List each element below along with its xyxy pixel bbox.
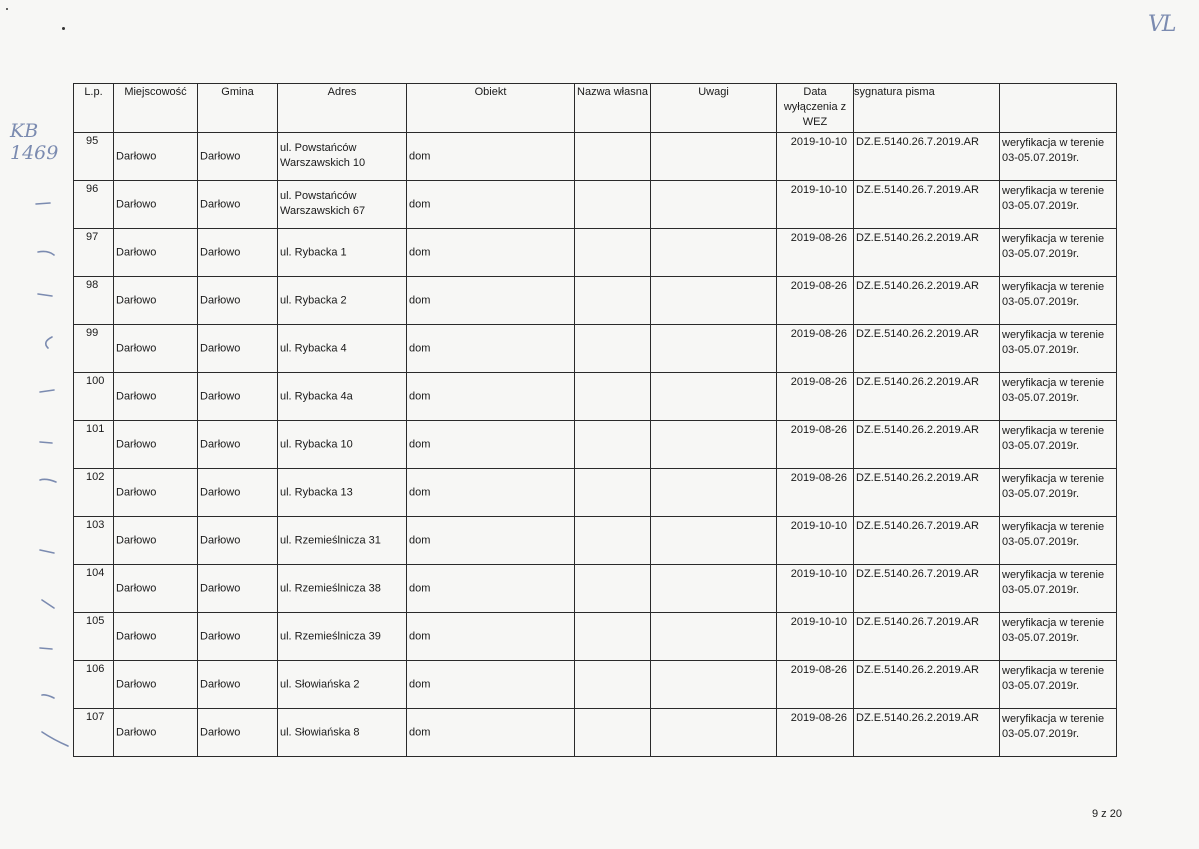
table-row — [74, 325, 1117, 373]
cell-gmina: Darłowo — [198, 133, 278, 181]
cell-nazwa — [575, 613, 651, 661]
cell-gmina: Darłowo — [198, 181, 278, 229]
cell-data: 2019-10-10 — [777, 565, 854, 613]
cell-sygnatura: DZ.E.5140.26.2.2019.AR — [854, 229, 1000, 277]
cell-extra: weryfikacja w terenie 03-05.07.2019r. — [1000, 661, 1117, 709]
cell-sygnatura: DZ.E.5140.26.2.2019.AR — [854, 421, 1000, 469]
cell-extra: weryfikacja w terenie 03-05.07.2019r. — [1000, 709, 1117, 757]
cell-extra: weryfikacja w terenie 03-05.07.2019r. — [1000, 469, 1117, 517]
cell-extra: weryfikacja w terenie 03-05.07.2019r. — [1000, 421, 1117, 469]
cell-sygnatura: DZ.E.5140.26.2.2019.AR — [854, 709, 1000, 757]
cell-nazwa — [575, 325, 651, 373]
header-nazwa-wlasna: Nazwa własna — [575, 84, 651, 133]
cell-uwagi — [651, 181, 777, 229]
cell-gmina: Darłowo — [198, 613, 278, 661]
cell-obiekt: dom — [407, 325, 575, 373]
header-data-wylaczenia: Data wyłączenia z WEZ — [777, 84, 854, 133]
cell-sygnatura: DZ.E.5140.26.7.2019.AR — [854, 613, 1000, 661]
cell-sygnatura: DZ.E.5140.26.7.2019.AR — [854, 565, 1000, 613]
cell-obiekt: dom — [407, 373, 575, 421]
cell-data: 2019-10-10 — [777, 517, 854, 565]
cell-extra: weryfikacja w terenie 03-05.07.2019r. — [1000, 613, 1117, 661]
cell-uwagi — [651, 661, 777, 709]
cell-data: 2019-10-10 — [777, 613, 854, 661]
table-row — [74, 373, 1117, 421]
cell-lp: 100 — [74, 373, 114, 421]
cell-lp: 104 — [74, 565, 114, 613]
cell-lp: 102 — [74, 469, 114, 517]
cell-lp: 95 — [74, 133, 114, 181]
handwritten-initials: VL — [1148, 12, 1175, 37]
table-row — [74, 709, 1117, 757]
cell-obiekt: dom — [407, 517, 575, 565]
cell-extra: weryfikacja w terenie 03-05.07.2019r. — [1000, 565, 1117, 613]
table-row — [74, 517, 1117, 565]
cell-uwagi — [651, 421, 777, 469]
header-adres: Adres — [278, 84, 407, 133]
cell-adres: ul. Słowiańska 8 — [278, 709, 407, 757]
cell-uwagi — [651, 277, 777, 325]
page-number: 9 z 20 — [1092, 808, 1122, 820]
cell-extra: weryfikacja w terenie 03-05.07.2019r. — [1000, 133, 1117, 181]
cell-sygnatura: DZ.E.5140.26.2.2019.AR — [854, 373, 1000, 421]
cell-miejscowosc: Darłowo — [114, 709, 198, 757]
cell-uwagi — [651, 229, 777, 277]
cell-miejscowosc: Darłowo — [114, 469, 198, 517]
table-row — [74, 181, 1117, 229]
cell-uwagi — [651, 613, 777, 661]
cell-lp: 103 — [74, 517, 114, 565]
cell-uwagi — [651, 373, 777, 421]
cell-data: 2019-08-26 — [777, 661, 854, 709]
cell-miejscowosc: Darłowo — [114, 613, 198, 661]
cell-obiekt: dom — [407, 709, 575, 757]
cell-nazwa — [575, 421, 651, 469]
cell-obiekt: dom — [407, 565, 575, 613]
table-row — [74, 469, 1117, 517]
cell-adres: ul. Rybacka 13 — [278, 469, 407, 517]
cell-obiekt: dom — [407, 133, 575, 181]
cell-lp: 96 — [74, 181, 114, 229]
cell-nazwa — [575, 517, 651, 565]
cell-miejscowosc: Darłowo — [114, 517, 198, 565]
cell-miejscowosc: Darłowo — [114, 373, 198, 421]
cell-data: 2019-08-26 — [777, 325, 854, 373]
header-obiekt: Obiekt — [407, 84, 575, 133]
scan-speck — [62, 27, 65, 30]
cell-data: 2019-08-26 — [777, 229, 854, 277]
table-row — [74, 565, 1117, 613]
cell-data: 2019-10-10 — [777, 133, 854, 181]
cell-nazwa — [575, 277, 651, 325]
cell-nazwa — [575, 133, 651, 181]
cell-gmina: Darłowo — [198, 325, 278, 373]
scan-speck — [6, 8, 8, 10]
cell-sygnatura: DZ.E.5140.26.7.2019.AR — [854, 133, 1000, 181]
table-row — [74, 421, 1117, 469]
cell-miejscowosc: Darłowo — [114, 229, 198, 277]
table-row — [74, 133, 1117, 181]
cell-adres: ul. Rzemieślnicza 31 — [278, 517, 407, 565]
cell-sygnatura: DZ.E.5140.26.2.2019.AR — [854, 277, 1000, 325]
cell-uwagi — [651, 565, 777, 613]
cell-nazwa — [575, 229, 651, 277]
header-lp: L.p. — [74, 84, 114, 133]
cell-miejscowosc: Darłowo — [114, 421, 198, 469]
cell-gmina: Darłowo — [198, 517, 278, 565]
cell-sygnatura: DZ.E.5140.26.7.2019.AR — [854, 181, 1000, 229]
cell-sygnatura: DZ.E.5140.26.7.2019.AR — [854, 517, 1000, 565]
header-gmina: Gmina — [198, 84, 278, 133]
cell-gmina: Darłowo — [198, 709, 278, 757]
cell-miejscowosc: Darłowo — [114, 565, 198, 613]
cell-uwagi — [651, 325, 777, 373]
cell-miejscowosc: Darłowo — [114, 277, 198, 325]
cell-data: 2019-10-10 — [777, 181, 854, 229]
cell-adres: ul. Słowiańska 2 — [278, 661, 407, 709]
cell-obiekt: dom — [407, 613, 575, 661]
table-row — [74, 229, 1117, 277]
table-row — [74, 277, 1117, 325]
cell-adres: ul. Powstańców Warszawskich 67 — [278, 181, 407, 229]
cell-nazwa — [575, 709, 651, 757]
cell-uwagi — [651, 709, 777, 757]
table-row — [74, 613, 1117, 661]
cell-adres: ul. Rybacka 1 — [278, 229, 407, 277]
cell-lp: 98 — [74, 277, 114, 325]
cell-adres: ul. Rybacka 10 — [278, 421, 407, 469]
cell-extra: weryfikacja w terenie 03-05.07.2019r. — [1000, 181, 1117, 229]
cell-gmina: Darłowo — [198, 373, 278, 421]
header-sygnatura: sygnatura pisma — [854, 84, 1000, 133]
cell-lp: 107 — [74, 709, 114, 757]
header-miejscowosc: Miejscowość — [114, 84, 198, 133]
cell-data: 2019-08-26 — [777, 469, 854, 517]
cell-obiekt: dom — [407, 181, 575, 229]
cell-miejscowosc: Darłowo — [114, 661, 198, 709]
cell-gmina: Darłowo — [198, 661, 278, 709]
cell-gmina: Darłowo — [198, 421, 278, 469]
cell-obiekt: dom — [407, 661, 575, 709]
cell-uwagi — [651, 517, 777, 565]
header-uwagi: Uwagi — [651, 84, 777, 133]
cell-miejscowosc: Darłowo — [114, 325, 198, 373]
cell-nazwa — [575, 373, 651, 421]
cell-data: 2019-08-26 — [777, 277, 854, 325]
buildings-table — [73, 83, 1117, 757]
cell-lp: 99 — [74, 325, 114, 373]
cell-sygnatura: DZ.E.5140.26.2.2019.AR — [854, 325, 1000, 373]
cell-sygnatura: DZ.E.5140.26.2.2019.AR — [854, 661, 1000, 709]
cell-extra: weryfikacja w terenie 03-05.07.2019r. — [1000, 325, 1117, 373]
header-extra — [1000, 84, 1117, 133]
cell-miejscowosc: Darłowo — [114, 181, 198, 229]
handwritten-tick-marks — [28, 180, 78, 760]
cell-lp: 97 — [74, 229, 114, 277]
cell-adres: ul. Rzemieślnicza 38 — [278, 565, 407, 613]
cell-gmina: Darłowo — [198, 229, 278, 277]
cell-gmina: Darłowo — [198, 565, 278, 613]
cell-uwagi — [651, 133, 777, 181]
cell-obiekt: dom — [407, 469, 575, 517]
cell-data: 2019-08-26 — [777, 421, 854, 469]
cell-uwagi — [651, 469, 777, 517]
cell-lp: 105 — [74, 613, 114, 661]
cell-sygnatura: DZ.E.5140.26.2.2019.AR — [854, 469, 1000, 517]
cell-adres: ul. Powstańców Warszawskich 10 — [278, 133, 407, 181]
cell-obiekt: dom — [407, 277, 575, 325]
cell-data: 2019-08-26 — [777, 709, 854, 757]
cell-gmina: Darłowo — [198, 277, 278, 325]
cell-extra: weryfikacja w terenie 03-05.07.2019r. — [1000, 229, 1117, 277]
cell-extra: weryfikacja w terenie 03-05.07.2019r. — [1000, 517, 1117, 565]
cell-extra: weryfikacja w terenie 03-05.07.2019r. — [1000, 277, 1117, 325]
cell-gmina: Darłowo — [198, 469, 278, 517]
cell-nazwa — [575, 181, 651, 229]
cell-adres: ul. Rybacka 2 — [278, 277, 407, 325]
cell-obiekt: dom — [407, 229, 575, 277]
cell-obiekt: dom — [407, 421, 575, 469]
cell-adres: ul. Rybacka 4 — [278, 325, 407, 373]
cell-adres: ul. Rzemieślnicza 39 — [278, 613, 407, 661]
cell-nazwa — [575, 661, 651, 709]
cell-nazwa — [575, 565, 651, 613]
table-header-row — [74, 84, 1117, 133]
handwritten-margin-note: KB 1469 — [10, 120, 59, 164]
table-row — [74, 661, 1117, 709]
cell-lp: 101 — [74, 421, 114, 469]
cell-lp: 106 — [74, 661, 114, 709]
cell-data: 2019-08-26 — [777, 373, 854, 421]
cell-nazwa — [575, 469, 651, 517]
cell-extra: weryfikacja w terenie 03-05.07.2019r. — [1000, 373, 1117, 421]
cell-miejscowosc: Darłowo — [114, 133, 198, 181]
cell-adres: ul. Rybacka 4a — [278, 373, 407, 421]
